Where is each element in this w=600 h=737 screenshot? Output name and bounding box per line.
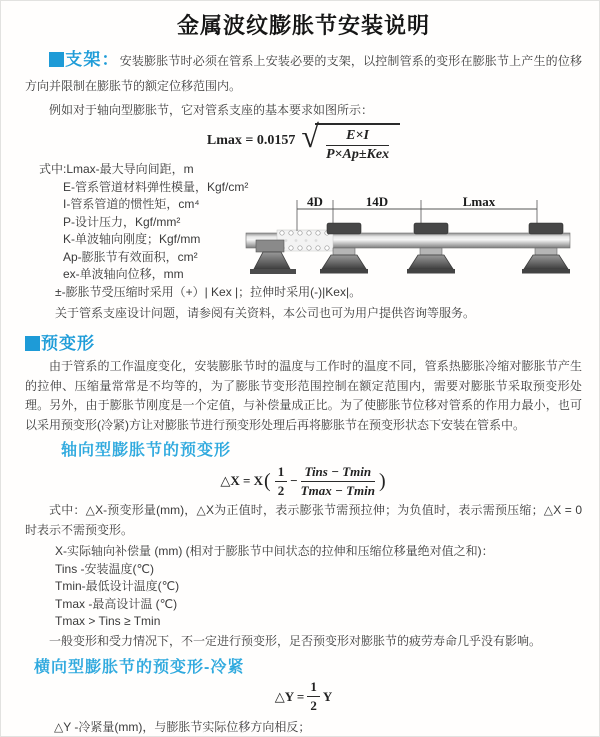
- definition-row: K-单波轴向刚度；Kgf/mm: [63, 232, 201, 246]
- variable-row: Tmax -最高设计温 (℃): [55, 596, 178, 611]
- half-denominator: 2: [277, 482, 285, 498]
- formula-lhs: Lmax = 0.0157: [206, 133, 296, 148]
- delta-x-explanation: 式中：△X-预变形量(mm)，△X为正值时，表示膨张节需预拉伸；为负值时，表示需预压缩；△X = 0时表示不需预变形。: [25, 503, 582, 537]
- blue-square-icon: [49, 52, 64, 67]
- formula-numerator: 1: [307, 679, 320, 697]
- axial-preform-heading: 轴向型膨胀节的预变形: [61, 442, 232, 459]
- half-numerator: 1: [275, 464, 288, 482]
- preform-heading: 预变形: [41, 334, 95, 353]
- blue-square-icon: [25, 336, 40, 351]
- formula-numerator: Tins − Tmin: [301, 464, 375, 482]
- formula-denominator: Tmax − Tmin: [300, 482, 375, 498]
- definition-row: I-管系管道的惯性矩，cm⁴: [63, 197, 200, 211]
- variable-row: Tins -安装温度(℃): [55, 561, 155, 576]
- axial-note: 一般变形和受力情况下，不一定进行预变形，足否预变形对膨胀节的疲劳寿命几乎没有影响。: [49, 633, 542, 648]
- delta-x-formula: [25, 465, 582, 497]
- dim-label-14d: 14D: [365, 194, 389, 209]
- preform-paragraph: 由于管系的工作温度变化，安装膨胀节时的温度与工作时的温度不同，管系热膨胀冷缩对膨胀节产生的拉伸、压缩量常常是不均等的，为了膨胀节变形范围控制在额定范围内，需要对膨胀节采取预变形处理。另外，由于膨胀节刚度是一个定值，与补偿量成正比。为了使膨胀节位移对管系的作用力最小，也可以采用预变形(冷紧)方让对膨胀节进行预变形处理后再将膨胀节在预变形状态下安装在管系中。: [25, 359, 582, 432]
- bellows: [277, 230, 333, 251]
- definition-row: Ap-膨胀节有效面积，cm²: [63, 249, 198, 264]
- delta-y-formula: [25, 679, 582, 713]
- preform-section-heading-row: [25, 334, 582, 355]
- axial-support-diagram: [244, 193, 596, 293]
- definition-row: 式中:Lmax-最大导向间距，m: [39, 162, 194, 176]
- dim-label-4d: 4D: [307, 194, 323, 209]
- lateral-preform-heading: 横向型膨胀节的预变形-冷紧: [34, 658, 245, 676]
- support-heading: 支架：: [65, 50, 120, 69]
- formula-lhs: △X = X: [220, 473, 264, 488]
- delta-y-definition: △Y -冷紧量(mm)，与膨胀节实际位移方向相反；: [54, 719, 311, 734]
- support-example-text: 例如对于轴向型膨胀节，它对管系支座的基本要求如图所示：: [49, 103, 374, 117]
- definition-row: ±-膨胀节受压缩时采用（+）| Kex |；拉伸时采用(-)|Kex|。: [55, 284, 362, 299]
- variable-row: Tmin-最低设计温度(℃): [55, 579, 180, 593]
- formula-lhs: △Y =: [274, 688, 305, 704]
- lmax-formula: [25, 117, 582, 162]
- radical-sign: √ $\frac{E\times I}{\text{P×Ap±Kex}}$: [301, 120, 400, 163]
- document-title: 金属波纹膨胀节安装说明: [176, 13, 430, 38]
- close-paren: ): [378, 469, 386, 492]
- support-intro-paragraph: [25, 47, 582, 99]
- formula-rhs: Y: [322, 688, 333, 704]
- open-paren: (: [264, 469, 271, 492]
- consulting-note: 关于管系支座设计问题，请参阅有关资料，本公司也可为用户提供咨询等服务。: [55, 306, 476, 320]
- variable-row: X-实际轴向补偿量 (mm) (相对于膨胀节中间状态的拉伸和压缩位移量绝对值之和)：: [55, 544, 494, 558]
- formula-denominator: 2: [310, 698, 317, 713]
- definition-row: P-设计压力，Kgf/mm²: [63, 214, 181, 229]
- variable-row: Tmax > Tins ≥ Tmin: [55, 614, 161, 628]
- definition-row: ex-单波轴向位移，mm: [63, 267, 184, 281]
- formula-denominator: P×Ap±Kex: [325, 146, 390, 162]
- definition-row: E-管系管道材料弹性模量，Kgf/cm²: [63, 179, 249, 194]
- formula-numerator: E×I: [326, 128, 389, 146]
- axial-variable-list: [55, 543, 582, 631]
- support-intro-text: 安装膨胀节时必须在管系上安装必要的支架，以控制管系的变形在膨胀节上产生的位移方向并限制在膨胀节的额定位移范围内。: [25, 54, 582, 93]
- dim-label-lmax: Lmax: [462, 194, 496, 209]
- minus-sign: −: [290, 473, 298, 488]
